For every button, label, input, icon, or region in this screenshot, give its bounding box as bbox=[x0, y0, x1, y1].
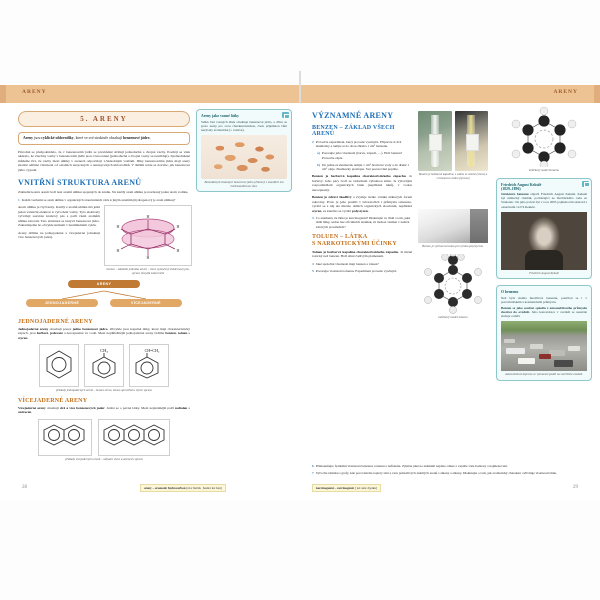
scheme-node-arenes: ARENY bbox=[68, 280, 140, 288]
lead-definition-box bbox=[18, 132, 190, 145]
mononuclear-paragraph bbox=[18, 327, 190, 341]
arenes-classification-scheme bbox=[18, 280, 190, 314]
task-item bbox=[312, 216, 412, 229]
benzene-p2-bold: Benzen je zdraví škodlivý bbox=[312, 195, 352, 200]
toluene-p-text: . Je méně toxický než benzen. Hoří silně čadivým plamenem. bbox=[312, 249, 412, 259]
polynuclear-paragraph bbox=[18, 406, 190, 415]
task-text: Jaké společné vlastnosti mají benzen a toluen? bbox=[315, 261, 379, 266]
about-benzene-title: O benzenu bbox=[501, 290, 519, 295]
svg-text:H: H bbox=[176, 224, 180, 229]
mono-t7: . bbox=[27, 335, 29, 340]
benzene-figure-caption: benzen – základní jednotka arenů – vlevo vyznačený elektronový pás, vpravo obvyklá znázornění bbox=[106, 267, 190, 275]
task-sub-item bbox=[317, 151, 412, 159]
kekule-text-bold: Strukturu benzenu bbox=[501, 192, 529, 197]
left-page bbox=[0, 103, 300, 500]
right-sidebar-column bbox=[496, 107, 592, 387]
kekule-dates: (1829–1896) bbox=[501, 186, 521, 191]
benzene-orbital-diagram bbox=[105, 206, 191, 260]
benzene-model-caption: kuličkový model benzenu bbox=[529, 168, 559, 172]
sidebar-box-fragrances bbox=[196, 109, 292, 192]
mono-b2: jedno benzenové jádro bbox=[72, 326, 108, 331]
task-text: Do jedné ze zkumavek nalijte 1 cm³ bromové vody a do druhé 1 cm³ oleje. Zkumavky protřepte. Své pozorování popište. bbox=[322, 162, 410, 172]
glossary-note-right bbox=[312, 484, 381, 492]
task-text: Pozorujte jeho vlastnosti (barvu, zápach, …). Hoří benzen? Proveďte zápis. bbox=[321, 151, 403, 160]
glossary-pron-right: [ˌkɑːsɪnəˈdʒenɪk] bbox=[354, 486, 377, 490]
about-benzene-text-1: Než byla známa škodlivost benzenu, používal se i v potravinářském a kosmetickém průmyslu. bbox=[501, 295, 587, 305]
svg-text:H: H bbox=[116, 224, 120, 229]
svg-text:H: H bbox=[146, 255, 150, 260]
toluene-ring-icon bbox=[87, 347, 121, 379]
task-number: 7 bbox=[312, 470, 314, 475]
section-heading-benzene: BENZEN – ZÁKLAD VŠECH ARENŮ bbox=[312, 125, 395, 137]
about-benzene-bold: Benzen se jako součást splodin z automobilového průmyslu dostává do ovzduší. bbox=[501, 306, 587, 315]
test-tube-photo-benzene-water bbox=[418, 111, 452, 171]
poly-b4: antracen bbox=[18, 410, 32, 415]
toluene-ball-model bbox=[418, 254, 488, 314]
kekule-box-title bbox=[501, 183, 587, 191]
task-text: Pozorujte vlastnosti toluenu. Experiment provede vyučující. bbox=[315, 269, 398, 274]
lead-text-3: . bbox=[149, 136, 151, 140]
svg-text:H: H bbox=[176, 248, 180, 253]
glossary-pron-left: [ærəˈmætɪk ˌhaɪdrəˈkɑːbən] bbox=[186, 486, 222, 490]
mono-b5: benzen bbox=[165, 331, 176, 336]
kekule-box-text bbox=[501, 192, 587, 208]
section-heading-toluene bbox=[312, 234, 412, 248]
polynuclear-figure-caption: příklady vícejaderných arenů – naftalen vlevo a antracen vpravo bbox=[65, 456, 143, 461]
mononuclear-figure-caption: příklady jednojaderných arenů – benzen vlevo, toluen uprostřed a styren vpravo bbox=[55, 388, 153, 393]
task-text: Co znamená, že látka je karcinogenní? Diskutujte ve třídě o tom, jaké další látky, sadou bez oficiálních známek, že mohou vznikat v našich zdravých prostředích? bbox=[315, 216, 411, 229]
benzene-p2-t3: . bbox=[367, 208, 369, 213]
structure-anthracene bbox=[98, 419, 170, 456]
task-item bbox=[312, 140, 412, 148]
left-main-column bbox=[18, 111, 190, 462]
intro-paragraph: Původně se předpokládalo, že v benzenovém jádře se pravidelně střídají jednoduché a dvojné vazby. Později se však ukázalo, že všechny vazby v benzenovém jádře jsou rovnocenné (jednoduché a dvojné vazby se nestřídají). Zjednodušeně můžeme říci, že vazby mezi uhlíky v arenech odpovídají 1,5násobným vazbám. Díky benzenovému jádru mají areny značně odlišné vlastnosti od ostatních nasycených a nenasycených uhlovodíků. V dalším textu se dozvíte, jak benzenové jádro vypadá. bbox=[18, 149, 190, 172]
about-benzene-rest: Jeho koncentrace v ovzduší se neustále sleduje a měří. bbox=[501, 310, 587, 319]
right-middle-column bbox=[418, 111, 488, 320]
poly-b2: dvě a více benzenových jader bbox=[59, 405, 105, 410]
note-corner-icon bbox=[282, 112, 289, 118]
section-heading-mononuclear: JEDNOJADERNÉ ARENY bbox=[18, 318, 93, 325]
benzene-ball-model bbox=[496, 107, 592, 167]
task-text: Vytvořte tabulku s grafy, kde porovnáváte teploty tání a varu jednotlivých známých arenů s alkany a alkeny. Diskutujte o tom, jak aromatický charakter ovlivňuje vlastnosti látek. bbox=[315, 470, 557, 475]
kekule-portrait-caption: Friedrich August Kekulé bbox=[529, 270, 559, 275]
lead-term-2: cyklické uhlovodíky bbox=[41, 136, 74, 140]
task-sub-item bbox=[317, 163, 412, 171]
traffic-photo bbox=[501, 321, 587, 371]
toluene-paragraph bbox=[312, 250, 412, 259]
structure-toluene bbox=[84, 344, 124, 387]
sidebar-box-about-benzene bbox=[496, 285, 592, 381]
task-item bbox=[312, 471, 588, 475]
sidebar-box-title: Areny jako vonné látky bbox=[201, 114, 240, 118]
mono-t2: . Obvykle jsou kapalné látky, které mají charakteristický zápach, jsou bbox=[18, 326, 191, 336]
mono-b4: jedovaté bbox=[50, 331, 63, 336]
page-number-left: 28 bbox=[22, 485, 27, 490]
task-number: a) bbox=[317, 151, 320, 156]
test-tube-photo-benzene-bromine bbox=[455, 111, 489, 171]
benzene-p2-b2: styren bbox=[312, 208, 322, 213]
benzene-p2-t2: , ze kterého se vyrábí bbox=[321, 208, 352, 213]
benzene-p1-text: . Je hořlavý. Jeho páry tvoří se vzduchem výbušnou směs. Je výborným rozpouštědlem organických látek (například tuků), v vodou nerozpustný. bbox=[312, 174, 412, 192]
glossary-term-right: karcinogenní – carcinogenic bbox=[316, 486, 355, 490]
task-number: 6 bbox=[312, 463, 314, 468]
lead-term-3: benzenové jádro bbox=[122, 136, 150, 140]
page-edge-right bbox=[594, 85, 600, 103]
benzene-model-icon bbox=[496, 107, 592, 167]
poly-t3: a bbox=[187, 405, 190, 410]
styrene-ring-icon bbox=[132, 347, 166, 379]
scheme-node-mononuclear: JEDNOJADERNÉ bbox=[26, 299, 98, 307]
task-number: 4 bbox=[312, 261, 314, 266]
structure-naphthalene bbox=[38, 419, 92, 456]
lead-text-2: , které ve své struktuře obsahují bbox=[73, 136, 123, 140]
benzene-structure-figure bbox=[104, 205, 192, 266]
traffic-photo-caption: Automobilová doprava se významně podílí na znečištění ovzduší. bbox=[505, 372, 583, 377]
structure-paragraph-3: Areny dělíme na jednojaderné a vícejaderné (obsahují více benzenových jader). bbox=[18, 230, 100, 239]
kekule-name: Friedrich August Kekulé bbox=[501, 182, 542, 187]
structure-styrene bbox=[129, 344, 169, 387]
left-sidebar-column bbox=[196, 109, 292, 198]
task-item bbox=[312, 464, 588, 468]
task-text: Přizkoumejte fyzikální vlastnosti benzenu, toluenu a naftalenu. Zjistěte jaké na známém najdete odkaz a vepište vaše hodnoty a nejmenovaní. bbox=[315, 463, 508, 468]
toluene-heading-line-1: TOLUEN – LÁTKA bbox=[312, 233, 368, 240]
benzene-paragraph-2 bbox=[312, 195, 412, 213]
mono-b6: toluen bbox=[177, 331, 188, 336]
tubes-photo-caption: Benzen je bezbarvá kapalina, s vodou se nemísí (vlevo) a s bromovou vodou (vpravo) bbox=[418, 172, 488, 180]
tube-label bbox=[429, 134, 442, 152]
note-corner-icon bbox=[582, 181, 589, 187]
structure-paragraph-2: Atom uhlíku je čtyřvazný. Každý z atomů uhlíku má ještě jeden valenční elektron k vytvoření vazby. Tyto elektrony vytvářejí souvisle kruhový pás a patří všem atomům uhlíku zároveň. Tato struktura se nazývá benzenové jádro. Zakreslujeme ho obvykle kruhem v šestiúhelném cyklu. bbox=[18, 205, 100, 227]
polystyrene-photo bbox=[418, 209, 488, 243]
svg-text:CH₃: CH₃ bbox=[100, 348, 108, 354]
svg-text:H: H bbox=[116, 248, 120, 253]
mono-t5: , bbox=[175, 331, 178, 336]
polystyrene-photo-caption: Benzen je výchozí surovina pro výrobu polystyrenu. bbox=[422, 243, 484, 248]
lead-term: Areny bbox=[23, 136, 34, 140]
svg-text:CH=CH₂: CH=CH₂ bbox=[144, 348, 160, 354]
toluene-p-bold: Toluen je bezbarvá kapalina charakteristického zápachu bbox=[312, 249, 399, 254]
task-item bbox=[312, 269, 412, 273]
task-number: 1 bbox=[18, 197, 20, 202]
task-text: Každá vazbami se atom uhlíku v organických sloučeninách váže k jiným atomům (hydrogenový je atom uhlíku)? bbox=[21, 197, 176, 202]
mono-b1: Jednojaderné areny bbox=[18, 326, 49, 331]
sidebar-box-kekule bbox=[496, 178, 592, 280]
benzene-p2-b3: polystyren bbox=[352, 208, 368, 213]
task-item bbox=[312, 262, 412, 266]
glossary-term-left: areny – aromatic hydrocarbon bbox=[144, 486, 186, 490]
section-heading-important-arenes: VÝZNAMNÉ ARENY bbox=[312, 111, 394, 120]
right-main-column bbox=[312, 111, 412, 276]
naphthalene-icon bbox=[41, 422, 89, 448]
benzene-paragraph-1 bbox=[312, 174, 412, 192]
kekule-portrait-photo bbox=[501, 212, 587, 270]
toluene-heading-line-2: S NARKOTICKÝMI ÚČINKY bbox=[312, 240, 397, 247]
structure-benzene bbox=[39, 344, 79, 387]
mono-b3: hořlavé bbox=[36, 331, 49, 336]
chapter-title: 5. ARENY bbox=[18, 111, 190, 127]
page-edge-left bbox=[0, 85, 6, 103]
scheme-node-polynuclear: VÍCEJADERNÉ bbox=[110, 299, 182, 307]
glossary-note-left bbox=[140, 484, 226, 492]
benzene-p2-text: a zvyšuje riziko vzniku některých forem rakoviny. Proto je jeho použití v laboratořích i průmyslu omezeno, vyrábí se z něj ale mnoho dalších organických sloučenin, například bbox=[312, 195, 412, 209]
mono-t6: a bbox=[187, 331, 191, 336]
poly-t2: . Jedná se o pevné látky. Mezi nejznámější patří bbox=[104, 405, 175, 410]
task-item bbox=[18, 198, 190, 202]
almonds-photo bbox=[201, 135, 287, 179]
toluene-model-caption: kuličkový model toluenu bbox=[438, 315, 468, 320]
page-number-right: 29 bbox=[573, 485, 578, 490]
running-head-left: ARENY bbox=[22, 89, 47, 95]
task-text: Proveďte experiment, který provede vyučující. Připravte si dvě zkumavky a nalijte si do obou zhruba 1 cm³ benzenu. bbox=[315, 140, 402, 149]
poly-t1: obsahují bbox=[45, 405, 60, 410]
about-benzene-text-2 bbox=[501, 306, 587, 318]
section-heading-structure: VNITŘNÍ STRUKTURA ARENŮ bbox=[18, 178, 142, 188]
poly-b1: Vícejaderné areny bbox=[18, 405, 46, 410]
task-number: 5 bbox=[312, 269, 314, 274]
task-number: 2 bbox=[312, 140, 314, 144]
right-page bbox=[300, 103, 600, 500]
mono-b7: styren bbox=[18, 335, 28, 340]
benzene-ring-icon bbox=[42, 347, 76, 379]
tube-label bbox=[466, 134, 479, 152]
mono-t1: obsahují pouze bbox=[48, 326, 73, 331]
poly-t4: . bbox=[31, 410, 33, 415]
lead-text-1: jsou bbox=[33, 136, 42, 140]
poly-b3: naftalen bbox=[175, 405, 188, 410]
toluene-model-icon bbox=[418, 254, 488, 314]
benzene-p1-bold: Benzen je bezbarvá kapalina charakteristického zápachu bbox=[312, 174, 406, 179]
structure-paragraph-1: Základní kostru arenů tvoří šest atomů uhlíku spojených do kruhu. Na každý atom uhlíku je navázaný jeden atom vodíku. bbox=[18, 190, 189, 195]
sidebar-box-text: Velká část vonných látek obsahuje benzenové jádro, a dříve se proto areny pro svou charakteristickou, často příjemnou vůni nazývaly aromatické (= voňavé). bbox=[201, 119, 287, 132]
almonds-photo-caption: Benzaldehyd obsahující benzenové jádro přítomný v mandlích má hořkomandlovou vůni. bbox=[204, 179, 284, 188]
kekule-text-rest: objevil Friedrich August Kekulé. Kekulé byl německý chemik, pocházející ze šlechtického rodu ze Strakonic. Na jeho počest byl v roce 2005 pojmenován asteroid s označením 11274 Kekulé. bbox=[501, 192, 587, 209]
section-heading-polynuclear: VÍCEJADERNÉ ARENY bbox=[18, 397, 88, 404]
svg-text:H: H bbox=[146, 214, 150, 219]
mono-t3: , bbox=[48, 331, 51, 336]
mono-t4: a nerozpustné ve vodě. Mezi nejdůležitější jednojaderné areny řadíme bbox=[62, 331, 166, 336]
task-number: 3 bbox=[312, 216, 314, 221]
anthracene-icon bbox=[101, 422, 167, 448]
running-head-right: ARENY bbox=[553, 89, 578, 95]
task-number: b) bbox=[317, 162, 321, 167]
